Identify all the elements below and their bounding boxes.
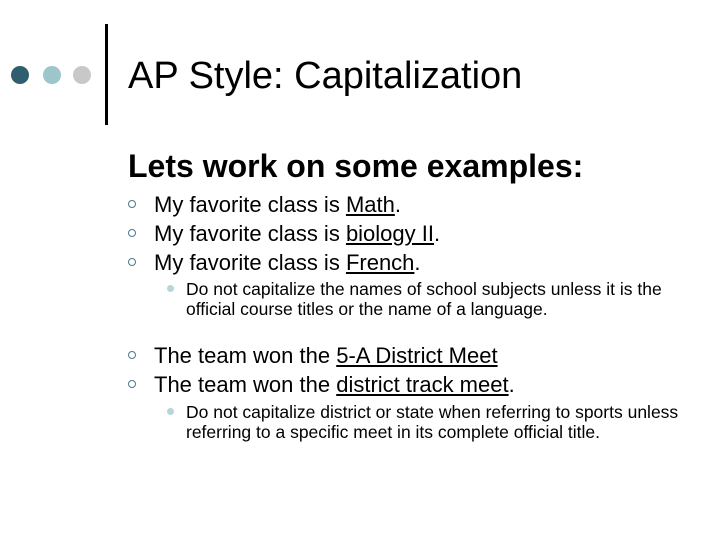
circle-bullet-icon bbox=[128, 200, 136, 208]
bullet-underlined-text: Math bbox=[345, 192, 395, 217]
slide-title: AP Style: Capitalization bbox=[128, 55, 523, 97]
bullet-text: My favorite class is bbox=[154, 221, 346, 246]
dot-dark-icon bbox=[11, 66, 29, 84]
bullet-text: My favorite class is bbox=[154, 250, 346, 275]
bullet-suffix: . bbox=[434, 221, 441, 246]
title-divider bbox=[105, 24, 108, 125]
circle-bullet-icon bbox=[128, 380, 136, 388]
dot-bullet-icon bbox=[167, 408, 174, 415]
bullet-underlined-text: French bbox=[345, 250, 415, 275]
circle-bullet-icon bbox=[128, 258, 136, 266]
circle-bullet-icon bbox=[128, 229, 136, 237]
dot-mid-icon bbox=[43, 66, 61, 84]
bullet-underlined-text: biology II bbox=[345, 221, 434, 246]
bullet-suffix: . bbox=[508, 372, 515, 397]
dot-bullet-icon bbox=[167, 285, 174, 292]
dot-light-icon bbox=[73, 66, 91, 84]
sub-bullet-text: Do not capitalize district or state when referring to sports unless referring to a specific meet in its complete official title. bbox=[186, 402, 679, 442]
bullet-text: The team won the bbox=[154, 343, 337, 368]
bullet-suffix: . bbox=[394, 192, 401, 217]
sub-bullet-text: Do not capitalize the names of school subjects unless it is the official course titles or the name of a language. bbox=[186, 279, 662, 319]
bullet-suffix: . bbox=[414, 250, 421, 275]
bullet-underlined-text: district track meet bbox=[336, 372, 509, 397]
slide-heading: Lets work on some examples: bbox=[128, 148, 584, 184]
bullet-text: My favorite class is bbox=[154, 192, 346, 217]
bullet-text: The team won the bbox=[154, 372, 337, 397]
bullet-underlined-text: 5-A District Meet bbox=[336, 343, 498, 368]
circle-bullet-icon bbox=[128, 351, 136, 359]
